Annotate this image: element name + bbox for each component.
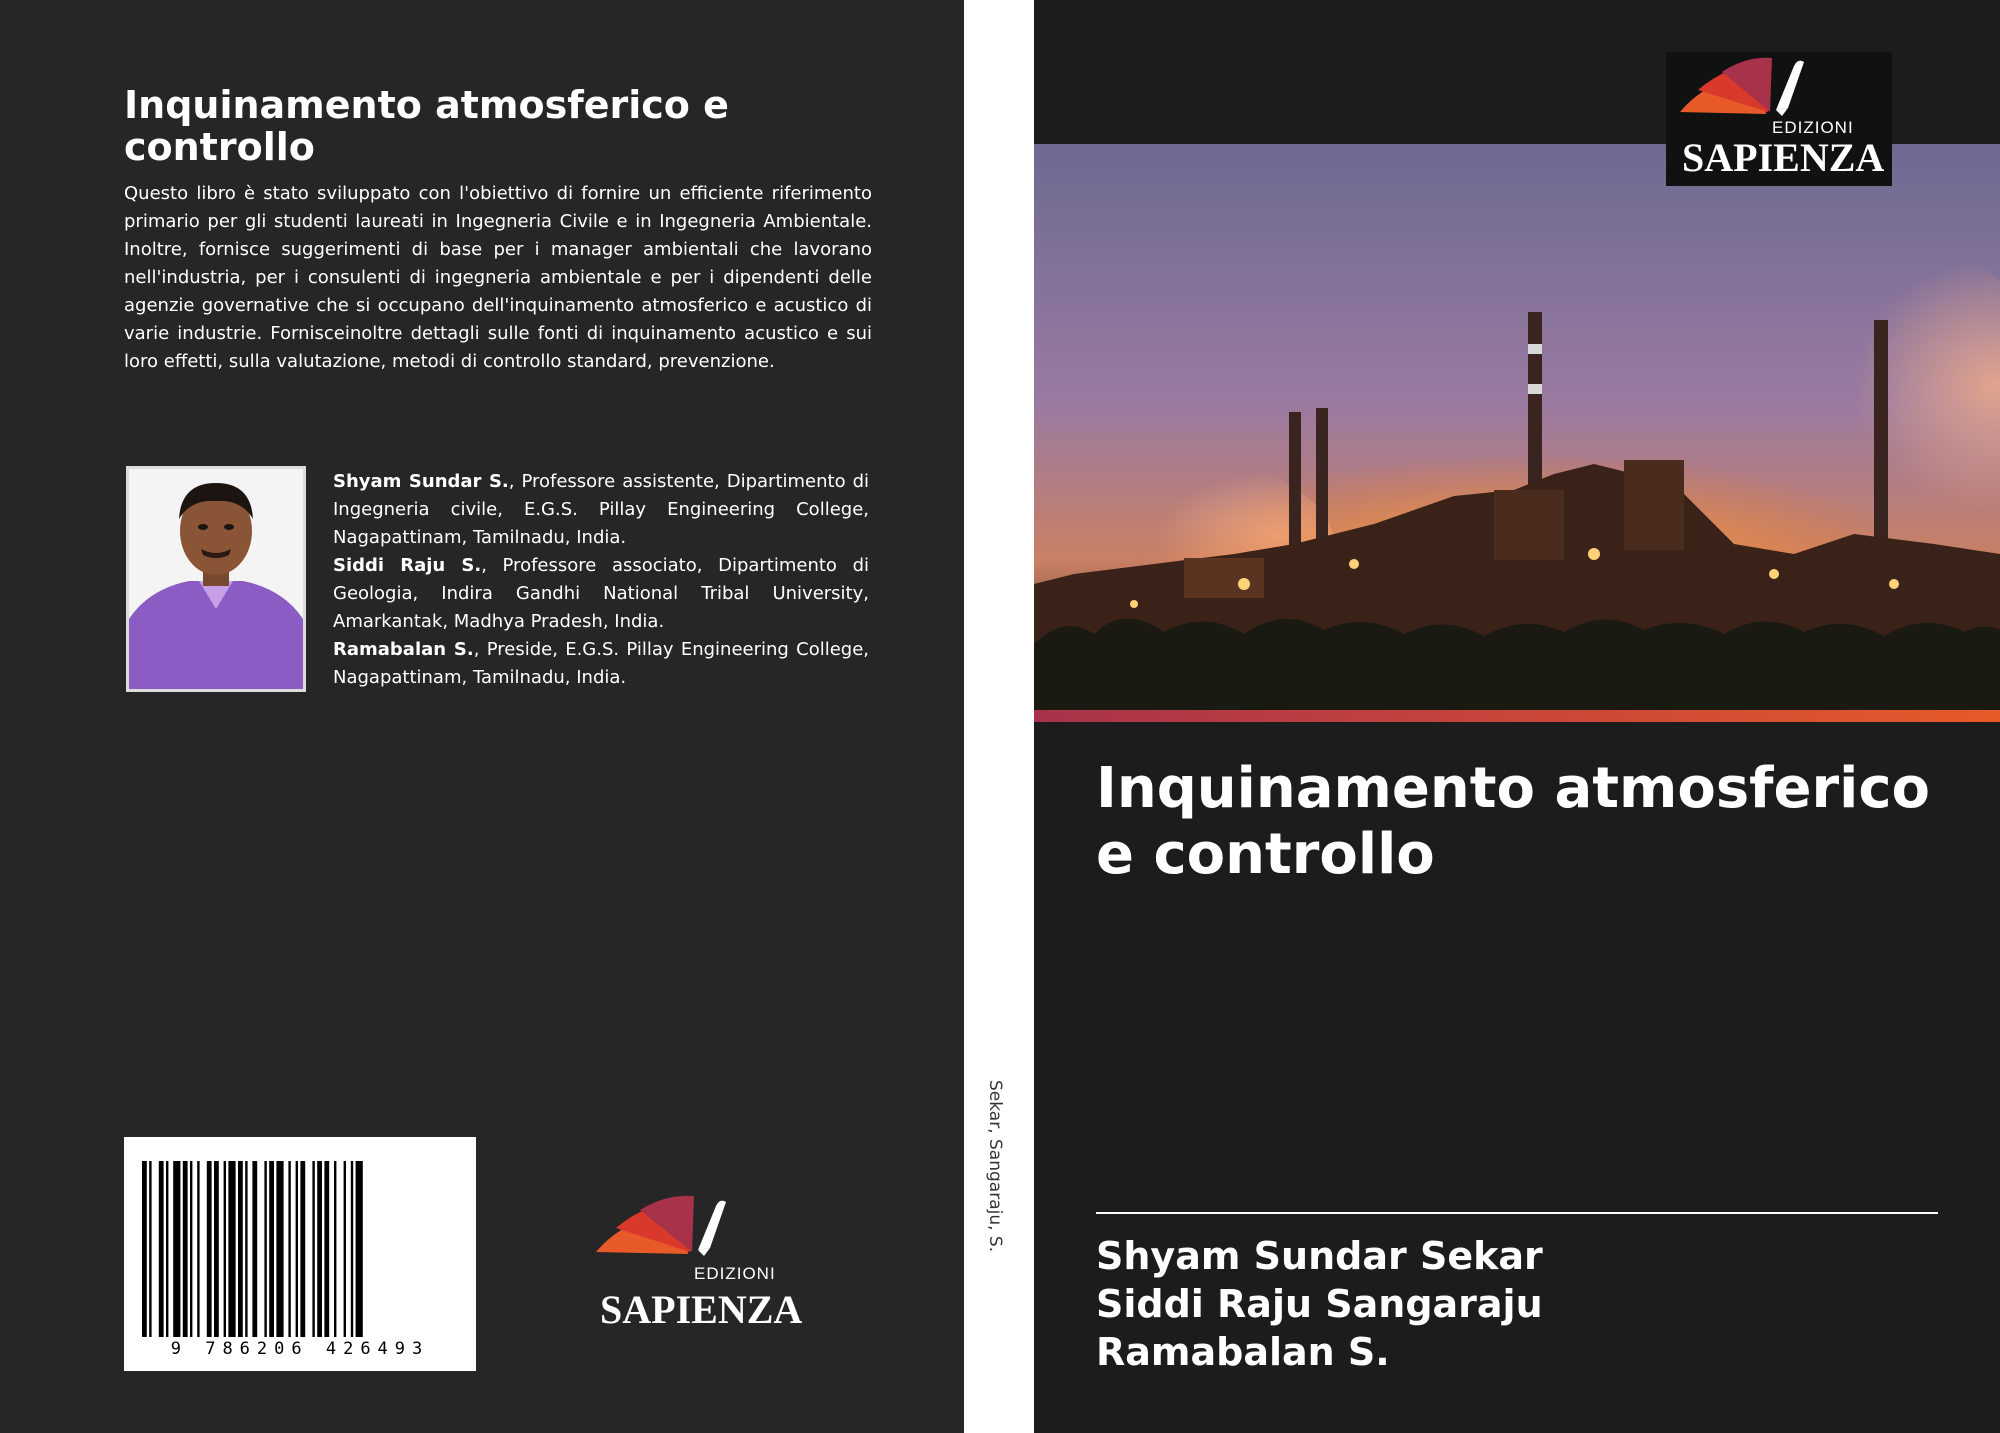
barcode-bar	[312, 1161, 314, 1337]
publisher-logo	[1666, 52, 1892, 186]
front-cover-divider	[1096, 1212, 1938, 1214]
barcode-bar	[351, 1161, 353, 1337]
barcode-bar	[238, 1161, 243, 1337]
author-bios	[333, 468, 869, 692]
barcode-bar	[252, 1161, 257, 1337]
author-bio-name: Ramabalan S.	[333, 639, 474, 660]
barcode-bar	[334, 1161, 336, 1337]
back-cover-blurb: Questo libro è stato sviluppato con l'obiettivo di fornire un efficiente riferimento primario per gli studenti laureati in Ingegneria Civile e in Ingegneria Ambientale. Inoltre, fornisce suggerimenti di base per i manager ambientali che lavorano nell'industria, per i consulenti di ingegneria ambientale e per i dipendenti delle agenzie governative che si occupano dell'inquinamento atmosferico e acustico di varie industrie. Fornisceinoltre dettagli sulle fonti di inquinamento acustico e sui loro effetti, sulla valutazione, metodi di controllo standard, prevenzione.	[124, 183, 872, 372]
barcode-bar	[356, 1161, 363, 1337]
author-bio-name: Shyam Sundar S.	[333, 471, 509, 492]
back-cover-title: Inquinamento atmosferico e controllo	[124, 83, 729, 169]
publisher-edizioni: EDIZIONI	[694, 1264, 776, 1283]
barcode-bar	[207, 1161, 212, 1337]
front-cover-title: Inquinamento atmosferico e controllo	[1096, 756, 1930, 887]
barcode-bar	[149, 1161, 151, 1337]
author-bio-name: Siddi Raju S.	[333, 555, 482, 576]
barcode-bar	[166, 1161, 168, 1337]
front-cover-authors	[1096, 1232, 1796, 1376]
barcode-bar	[159, 1161, 164, 1337]
publisher-logo	[586, 1192, 812, 1332]
barcode-bar	[142, 1161, 147, 1337]
front-author: Ramabalan S.	[1096, 1330, 1390, 1374]
author-bio	[333, 552, 869, 636]
front-author: Shyam Sundar Sekar	[1096, 1234, 1543, 1278]
barcode-bar	[190, 1161, 192, 1337]
barcode-bar	[288, 1161, 290, 1337]
spine-text: Sekar, Sangaraju, S.	[985, 1080, 1005, 1253]
barcode-bar	[276, 1161, 283, 1337]
barcode-bar	[300, 1161, 305, 1337]
author-bio	[333, 468, 869, 552]
barcode-bar	[224, 1161, 226, 1337]
author-bio-text: , Professore associato, Dipartimento di Geologia, Indira Gandhi National Tribal University, Amarkantak, Madhya Pradesh, India.	[333, 555, 869, 632]
author-bio-text: , Professore assistente, Dipartimento di Ingegneria civile, E.G.S. Pillay Engineering College, Nagapattinam, Tamilnadu, India.	[333, 471, 870, 548]
barcode-bar	[183, 1161, 188, 1337]
barcode-bar	[228, 1161, 235, 1337]
isbn-barcode	[124, 1137, 476, 1371]
barcode-bar	[214, 1161, 219, 1337]
publisher-name: SAPIENZA	[1682, 135, 1885, 180]
publisher-edizioni: EDIZIONI	[1772, 118, 1854, 137]
author-photo	[126, 466, 306, 692]
barcode-bar	[264, 1161, 266, 1337]
barcode-bar	[344, 1161, 346, 1337]
cover-industrial-photo	[1034, 144, 2000, 722]
barcode-bars	[142, 1161, 458, 1337]
barcode-bar	[317, 1161, 322, 1337]
front-author: Siddi Raju Sangaraju	[1096, 1282, 1543, 1326]
barcode-bar	[296, 1161, 298, 1337]
author-bio	[333, 636, 869, 692]
barcode-bar	[173, 1161, 180, 1337]
author-portrait-image	[129, 469, 303, 689]
barcode-bar	[269, 1161, 274, 1337]
barcode-digits-text: 9 786206 426493	[170, 1339, 430, 1359]
publisher-name: SAPIENZA	[600, 1287, 803, 1332]
barcode-bar	[324, 1161, 329, 1337]
barcode-number	[124, 1339, 476, 1359]
barcode-bar	[197, 1161, 199, 1337]
barcode-bar	[245, 1161, 247, 1337]
author-bio-text: , Preside, E.G.S. Pillay Engineering College, Nagapattinam, Tamilnadu, India.	[333, 639, 869, 688]
